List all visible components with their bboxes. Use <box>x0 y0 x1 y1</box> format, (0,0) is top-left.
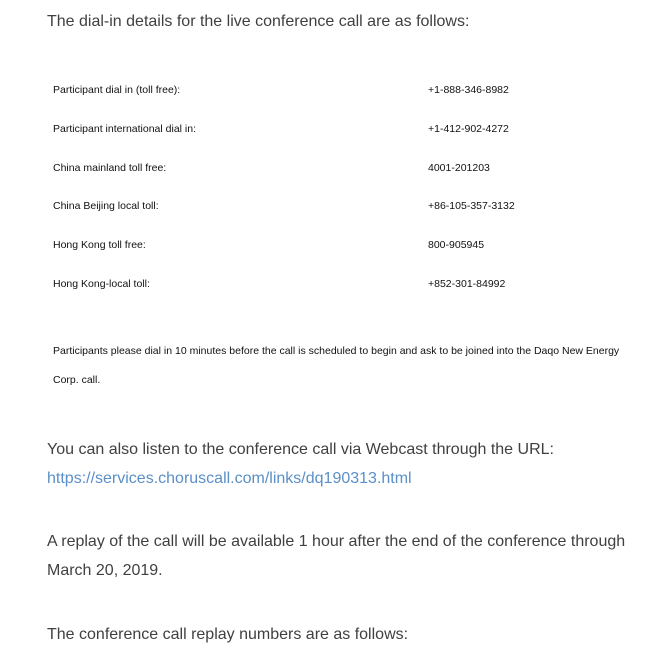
dial-in-label: Hong Kong-local toll: <box>53 277 150 290</box>
replay-text: A replay of the call will be available 1 hour after the end of the conference through March 20, 2019. <box>47 533 626 579</box>
dial-in-number: 800-905945 <box>428 239 485 252</box>
intro-text: The dial-in details for the live conference call are as follows: <box>47 13 470 30</box>
dial-in-number: +86-105-357-3132 <box>428 200 515 213</box>
replay-numbers-text: The conference call replay numbers are as follows: <box>47 626 409 643</box>
dial-in-label: China mainland toll free: <box>53 161 167 174</box>
dial-in-label: Participant international dial in: <box>53 122 197 135</box>
dial-in-number: +852-301-84992 <box>428 277 506 290</box>
dial-in-row <box>53 231 633 270</box>
dial-in-row <box>53 115 633 154</box>
dial-in-number: +1-412-902-4272 <box>428 122 509 135</box>
participant-note: Participants please dial in 10 minutes before the call is scheduled to begin and ask to be joined into the Daqo New Energy Corp. call. <box>53 345 620 386</box>
webcast-text: You can also listen to the conference call via Webcast through the URL: <box>47 441 554 458</box>
webcast-paragraph <box>47 435 554 493</box>
dial-in-row <box>53 154 633 193</box>
webcast-link[interactable]: https://services.choruscall.com/links/dq190313.html <box>47 470 412 487</box>
dial-in-label: Hong Kong toll free: <box>53 239 146 252</box>
dial-in-number: 4001-201203 <box>428 161 490 174</box>
dial-in-row <box>53 270 633 309</box>
dial-in-row <box>53 192 633 231</box>
dial-in-number: +1-888-346-8982 <box>428 84 509 96</box>
dial-in-label: Participant dial in (toll free): <box>53 84 181 96</box>
dial-in-table <box>53 76 633 309</box>
dial-in-label: China Beijing local toll: <box>53 200 159 213</box>
dial-in-row <box>53 76 633 115</box>
